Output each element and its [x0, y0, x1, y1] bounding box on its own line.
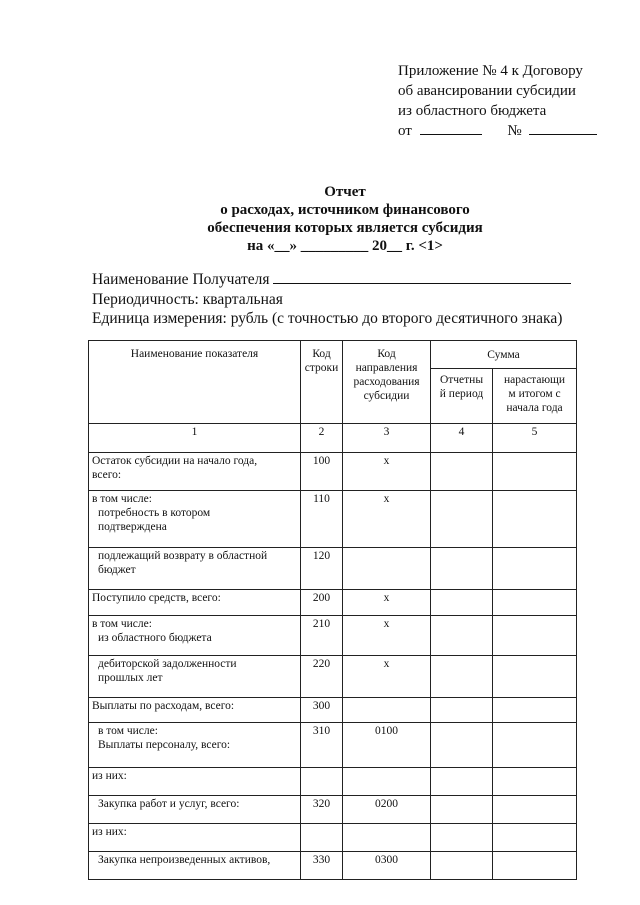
col-number: 5: [493, 424, 577, 453]
cell-period[interactable]: [431, 824, 493, 852]
row-direction: 0300: [343, 852, 431, 880]
table-row: [89, 768, 577, 796]
cell-cumulative[interactable]: [493, 590, 577, 616]
col-number: 3: [343, 424, 431, 453]
date-blank: [420, 122, 482, 135]
row-label: из них:: [89, 768, 301, 796]
table-row: [89, 824, 577, 852]
number-label: №: [507, 123, 522, 139]
report-title: [150, 183, 540, 255]
table-row: [89, 656, 577, 698]
table-row: [89, 698, 577, 723]
cell-cumulative[interactable]: [493, 723, 577, 768]
cell-cumulative[interactable]: [493, 548, 577, 590]
cell-cumulative[interactable]: [493, 796, 577, 824]
cell-period[interactable]: [431, 548, 493, 590]
table-row: [89, 590, 577, 616]
appendix-block: [398, 61, 618, 141]
row-direction: x: [343, 491, 431, 548]
row-code: 210: [301, 616, 343, 656]
row-direction: x: [343, 616, 431, 656]
row-label: Закупка непроизведенных активов,: [89, 852, 301, 880]
periodicity: Периодичность: квартальная: [92, 290, 283, 308]
table-row: [89, 548, 577, 590]
row-label: из них:: [89, 824, 301, 852]
row-code: 110: [301, 491, 343, 548]
table-row: [89, 723, 577, 768]
cell-cumulative[interactable]: [493, 852, 577, 880]
header-period: Отчетны й период: [431, 369, 493, 424]
column-numbers-row: [89, 424, 577, 453]
recipient-line: [92, 270, 632, 290]
cell-period[interactable]: [431, 656, 493, 698]
row-label: дебиторской задолженности прошлых лет: [89, 656, 301, 698]
appendix-line-3: из областного бюджета: [398, 103, 547, 119]
cell-period[interactable]: [431, 616, 493, 656]
col-number: 2: [301, 424, 343, 453]
row-code: 220: [301, 656, 343, 698]
cell-cumulative[interactable]: [493, 453, 577, 491]
row-direction: [343, 698, 431, 723]
header-name: Наименование показателя: [89, 341, 301, 424]
cell-cumulative[interactable]: [493, 656, 577, 698]
col-number: 1: [89, 424, 301, 453]
number-blank: [529, 122, 597, 135]
cell-period[interactable]: [431, 768, 493, 796]
appendix-line-2: об авансировании субсидии: [398, 83, 576, 99]
row-label: Выплаты по расходам, всего:: [89, 698, 301, 723]
row-direction: x: [343, 590, 431, 616]
cell-cumulative[interactable]: [493, 824, 577, 852]
cell-period[interactable]: [431, 590, 493, 616]
cell-period[interactable]: [431, 796, 493, 824]
cell-cumulative[interactable]: [493, 616, 577, 656]
row-label: Закупка работ и услуг, всего:: [89, 796, 301, 824]
header-sum: Сумма: [431, 341, 577, 369]
date-label: от: [398, 123, 412, 139]
row-direction: [343, 768, 431, 796]
row-label: в том числе: потребность в котором подтверждена: [89, 491, 301, 548]
recipient-label: Наименование Получателя: [92, 271, 270, 288]
col-number: 4: [431, 424, 493, 453]
row-code: 300: [301, 698, 343, 723]
recipient-blank: [273, 271, 571, 284]
row-code: 330: [301, 852, 343, 880]
table-row: [89, 796, 577, 824]
row-label: Остаток субсидии на начало года, всего:: [89, 453, 301, 491]
title-line-2: о расходах, источником финансового: [220, 202, 470, 218]
header-cumulative: нарастающи м итогом с начала года: [493, 369, 577, 424]
row-code: 200: [301, 590, 343, 616]
title-line-1: Отчет: [324, 184, 366, 200]
cell-period[interactable]: [431, 723, 493, 768]
report-table: [88, 340, 577, 880]
cell-cumulative[interactable]: [493, 768, 577, 796]
cell-period[interactable]: [431, 491, 493, 548]
row-label: в том числе: из областного бюджета: [89, 616, 301, 656]
report-meta: [92, 270, 632, 329]
row-label: подлежащий возврату в областной бюджет: [89, 548, 301, 590]
table-row: [89, 852, 577, 880]
title-line-4: на «__» _________ 20__ г. <1>: [247, 238, 443, 254]
table-row: [89, 453, 577, 491]
row-code: [301, 768, 343, 796]
row-direction: [343, 824, 431, 852]
appendix-date-line: [398, 121, 618, 141]
row-direction: [343, 548, 431, 590]
cell-period[interactable]: [431, 698, 493, 723]
appendix-line-1: Приложение № 4 к Договору: [398, 63, 583, 79]
row-direction: x: [343, 656, 431, 698]
cell-period[interactable]: [431, 852, 493, 880]
row-direction: 0200: [343, 796, 431, 824]
cell-cumulative[interactable]: [493, 491, 577, 548]
row-code: [301, 824, 343, 852]
row-label: Поступило средств, всего:: [89, 590, 301, 616]
row-code: 100: [301, 453, 343, 491]
title-line-3: обеспечения которых является субсидия: [207, 220, 483, 236]
table-row: [89, 491, 577, 548]
table-row: [89, 616, 577, 656]
header-code: Код строки: [301, 341, 343, 424]
row-direction: 0100: [343, 723, 431, 768]
cell-period[interactable]: [431, 453, 493, 491]
unit-of-measure: Единица измерения: рубль (с точностью до второго десятичного знака): [92, 310, 563, 327]
row-code: 310: [301, 723, 343, 768]
row-direction: x: [343, 453, 431, 491]
cell-cumulative[interactable]: [493, 698, 577, 723]
row-code: 120: [301, 548, 343, 590]
header-direction: Код направления расходования субсидии: [343, 341, 431, 424]
row-code: 320: [301, 796, 343, 824]
row-label: в том числе: Выплаты персоналу, всего:: [89, 723, 301, 768]
